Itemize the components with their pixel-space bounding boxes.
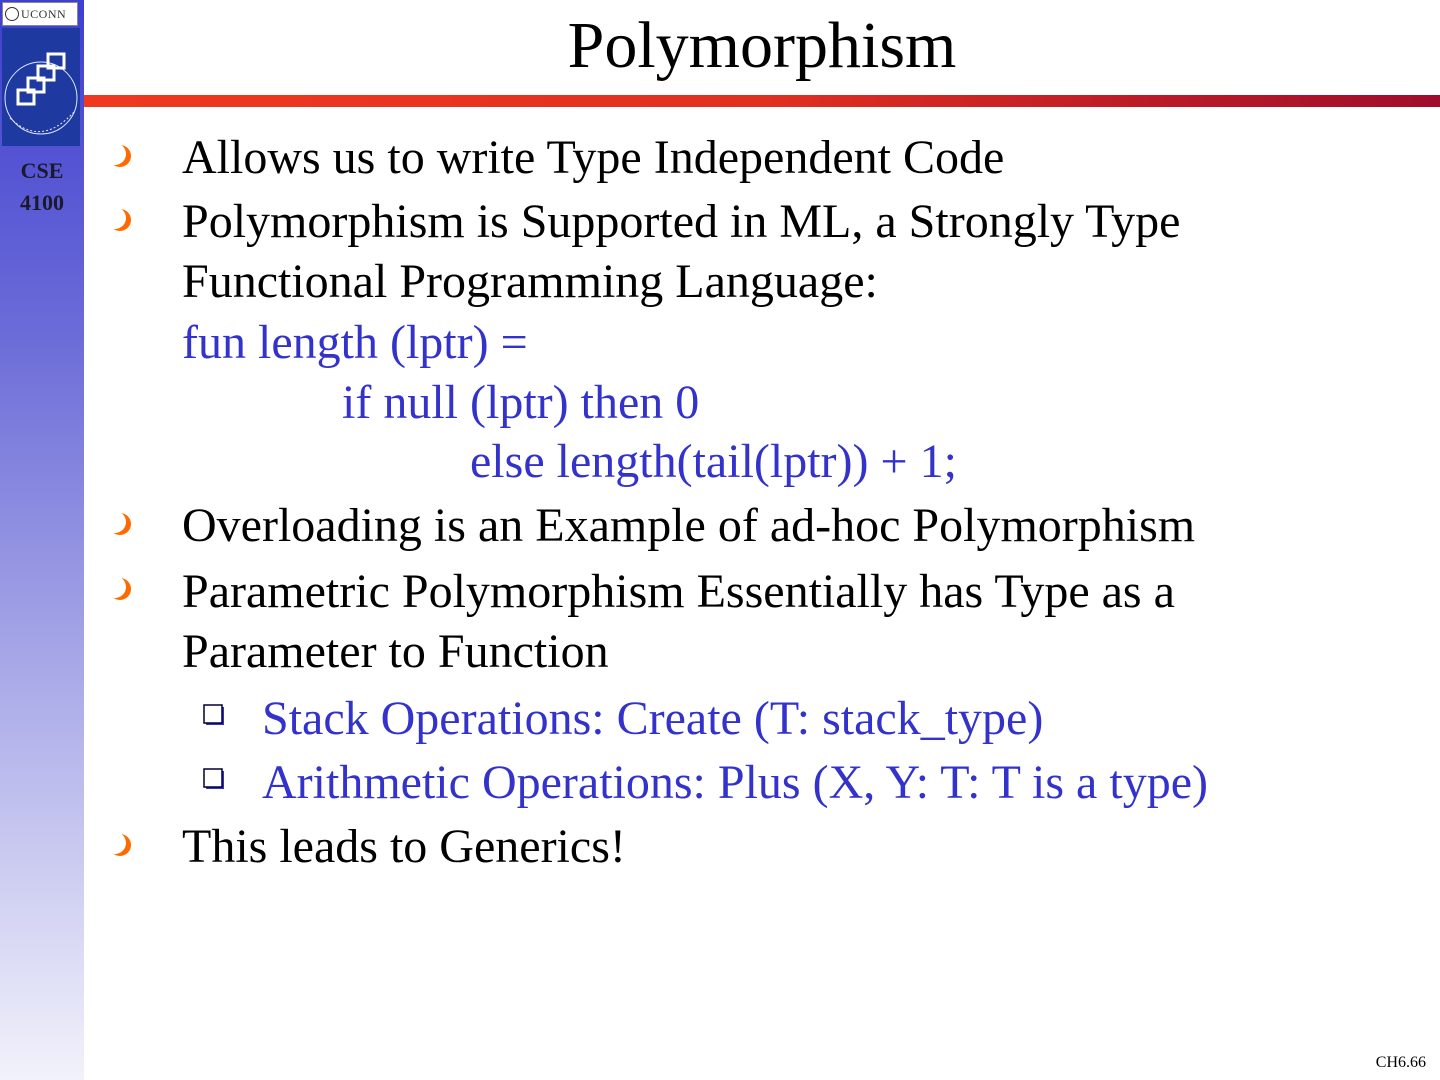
slide-title: Polymorphism: [567, 9, 957, 82]
bullet-overloading: Overloading is an Example of ad-hoc Polymorphism: [182, 499, 1196, 552]
bullet-icon: [106, 510, 134, 538]
sidebar: [0, 0, 84, 1080]
title-divider: [84, 95, 1440, 107]
uconn-logo: [2, 2, 78, 26]
bullet-icon: [106, 831, 134, 859]
uconn-seal-icon: [5, 7, 19, 21]
bullet-type-independent: Allows us to write Type Independent Code: [182, 131, 1005, 184]
bullet-icon: [106, 206, 134, 234]
bullet-generics: This leads to Generics!: [182, 820, 626, 873]
cse-department-logo-icon: [2, 28, 80, 146]
bullet-icon: [106, 142, 134, 170]
course-code: [0, 155, 84, 219]
code-line-1: fun length (lptr) =: [182, 316, 528, 369]
bullet-parametric-line1: Parametric Polymorphism Essentially has Type as a: [182, 565, 1175, 618]
bullet-parametric-line2: Parameter to Function: [182, 625, 609, 678]
code-line-2: if null (lptr) then 0: [342, 376, 700, 429]
uconn-wordmark: UCONN: [21, 6, 67, 21]
bullet-ml-line1: Polymorphism is Supported in ML, a Strongly Type: [182, 195, 1181, 248]
sub-bullet-stack: Stack Operations: Create (T: stack_type): [262, 692, 1044, 745]
slide-number: CH6.66: [1375, 1054, 1426, 1071]
checkbox-bullet-icon: [203, 766, 229, 792]
sub-bullet-arithmetic: Arithmetic Operations: Plus (X, Y: T: T is a type): [262, 756, 1208, 809]
checkbox-bullet-icon: [203, 702, 229, 728]
bullet-ml-line2: Functional Programming Language:: [182, 255, 878, 308]
bullet-icon: [106, 575, 134, 603]
course-code-line2: 4100: [20, 190, 64, 215]
course-code-line1: CSE: [20, 158, 64, 183]
code-line-3: else length(tail(lptr)) + 1;: [470, 435, 957, 488]
